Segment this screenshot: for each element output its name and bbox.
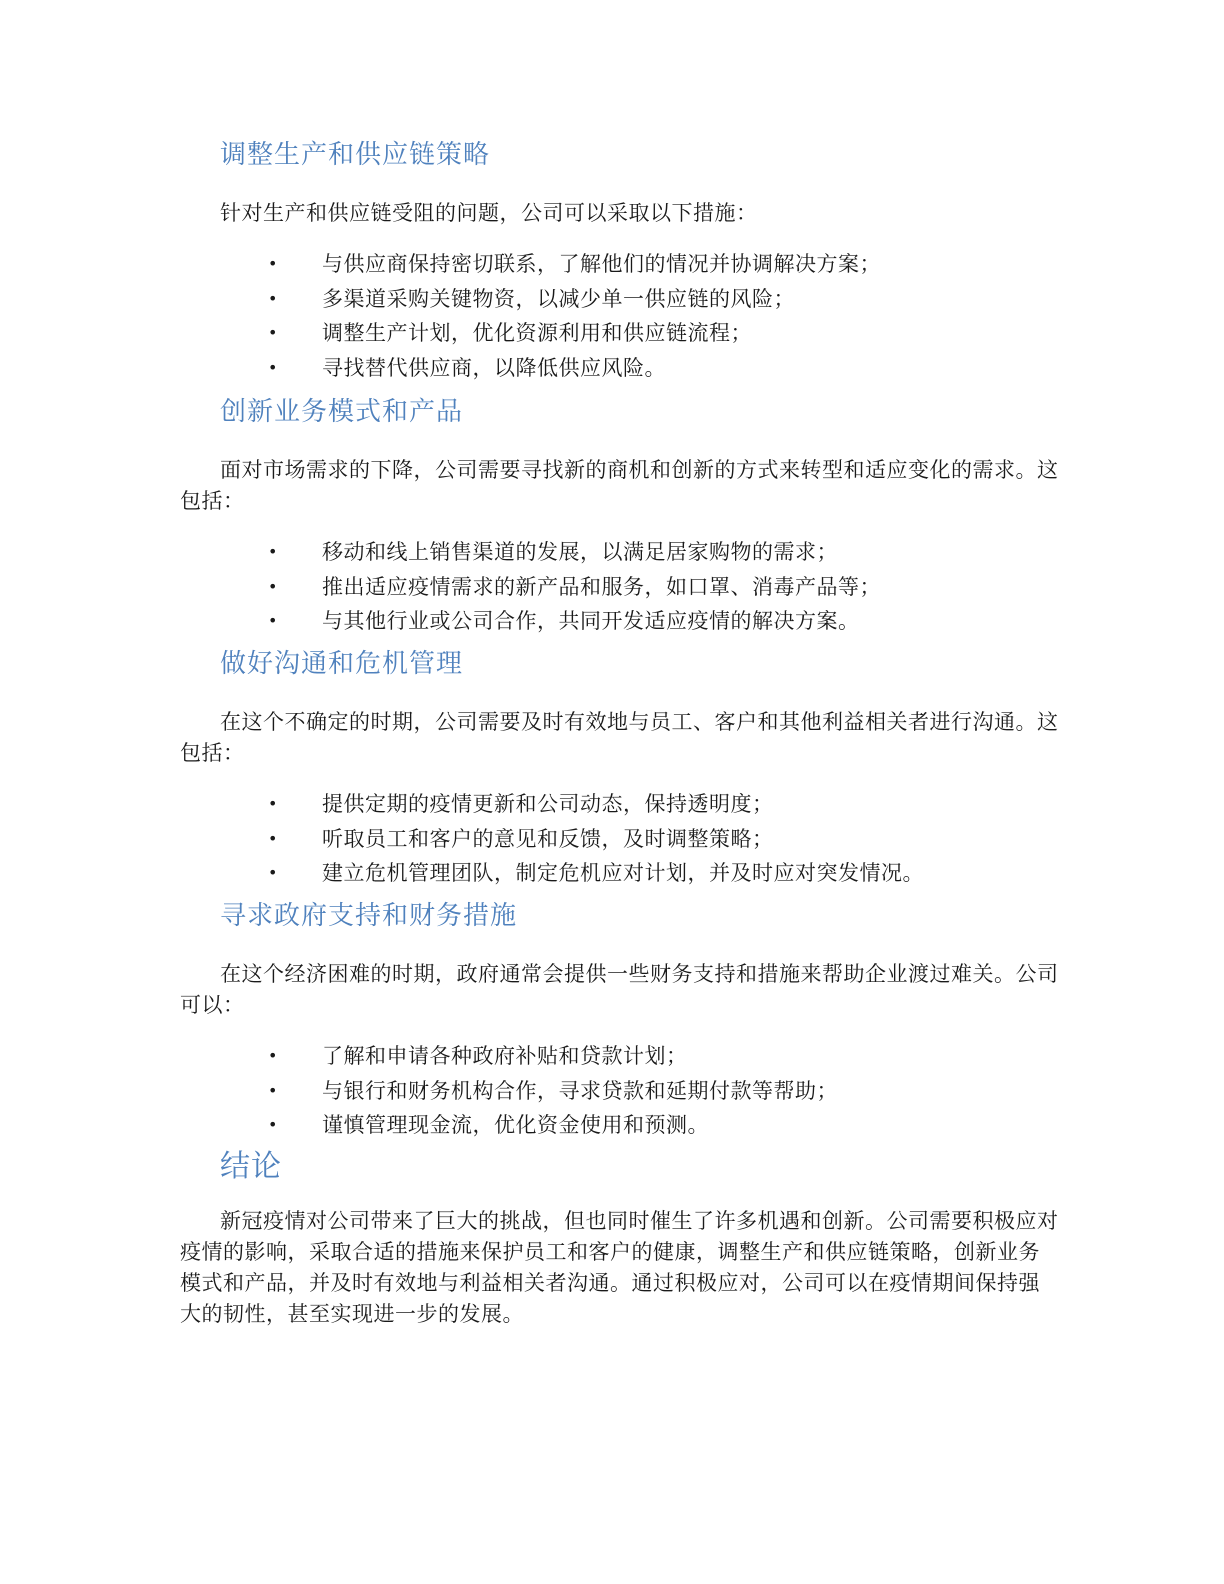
section-heading: 结论	[220, 1149, 282, 1184]
list-item	[180, 1039, 1060, 1074]
section-heading: 寻求政府支持和财务措施	[220, 901, 518, 931]
bullet-list	[180, 247, 1060, 385]
list-item-text: 提供定期的疫情更新和公司动态，保持透明度；	[322, 792, 774, 816]
list-item-text: 调整生产计划，优化资源利用和供应链流程；	[322, 321, 752, 345]
list-item	[180, 282, 1060, 317]
section-intro: 在这个经济困难的时期，政府通常会提供一些财务支持和措施来帮助企业渡过难关。公司可以：	[180, 962, 1059, 1017]
bullet-icon: •	[268, 323, 278, 342]
section-communication-crisis	[180, 647, 1060, 891]
section-intro: 针对生产和供应链受阻的问题，公司可以采取以下措施：	[220, 201, 758, 225]
section-intro: 在这个不确定的时期，公司需要及时有效地与员工、客户和其他利益相关者进行沟通。这包括：	[180, 710, 1059, 765]
bullet-icon: •	[268, 357, 278, 377]
list-item-text: 推出适应疫情需求的新产品和服务，如口罩、消毒产品等；	[322, 574, 881, 599]
section-production-supply-chain	[180, 138, 1060, 385]
list-item-text: 移动和线上销售渠道的发展，以满足居家购物的需求；	[322, 540, 838, 564]
bullet-icon: •	[268, 254, 278, 273]
list-item-text: 多渠道采购关键物资，以减少单一供应链的风险；	[322, 286, 795, 311]
bullet-icon: •	[268, 1046, 278, 1065]
bullet-list	[180, 1039, 1060, 1143]
list-item	[180, 822, 1060, 857]
list-item	[180, 535, 1060, 570]
bullet-icon: •	[268, 288, 278, 308]
list-item-text: 了解和申请各种政府补贴和贷款计划；	[322, 1044, 688, 1068]
section-heading: 创新业务模式和产品	[220, 397, 464, 427]
bullet-icon: •	[268, 611, 278, 630]
list-item-text: 谨慎管理现金流，优化资金使用和预测。	[322, 1113, 709, 1137]
list-item	[180, 570, 1060, 605]
section-business-innovation	[180, 395, 1060, 639]
list-item	[180, 1074, 1060, 1109]
list-item-text: 听取员工和客户的意见和反馈，及时调整策略；	[322, 826, 774, 851]
bullet-icon: •	[268, 1115, 278, 1134]
list-item	[180, 1108, 1060, 1143]
section-heading: 做好沟通和危机管理	[220, 649, 464, 679]
list-item-text: 寻找替代供应商，以降低供应风险。	[322, 355, 666, 380]
list-item-text: 建立危机管理团队，制定危机应对计划，并及时应对突发情况。	[322, 861, 924, 885]
bullet-icon: •	[268, 794, 278, 813]
list-item-text: 与银行和财务机构合作，寻求贷款和延期付款等帮助；	[322, 1078, 838, 1103]
list-item	[180, 351, 1060, 386]
list-item-text: 与其他行业或公司合作，共同开发适应疫情的解决方案。	[322, 609, 860, 633]
section-intro: 面对市场需求的下降，公司需要寻找新的商机和创新的方式来转型和适应变化的需求。这包括：	[180, 458, 1059, 513]
list-item	[180, 856, 1060, 891]
list-item	[180, 787, 1060, 822]
bullet-list	[180, 535, 1060, 639]
list-item	[180, 316, 1060, 351]
list-item	[180, 604, 1060, 639]
bullet-icon: •	[268, 542, 278, 561]
list-item	[180, 247, 1060, 282]
bullet-icon: •	[268, 1080, 278, 1100]
section-heading: 调整生产和供应链策略	[220, 140, 491, 170]
bullet-icon: •	[268, 828, 278, 848]
bullet-icon: •	[268, 863, 278, 882]
bullet-list	[180, 787, 1060, 891]
bullet-icon: •	[268, 576, 278, 596]
conclusion-paragraph: 新冠疫情对公司带来了巨大的挑战，但也同时催生了许多机遇和创新。公司需要积极应对疫情的影响，采取合适的措施来保护员工和客户的健康，调整生产和供应链策略，创新业务模式和产品，并及时有效地与利益相关者沟通。通过积极应对，公司可以在疫情期间保持强大的韧性，甚至实现进一步的发展。	[180, 1209, 1059, 1326]
section-conclusion	[180, 1150, 1060, 1330]
list-item-text: 与供应商保持密切联系，了解他们的情况并协调解决方案；	[322, 252, 881, 276]
section-government-support	[180, 899, 1060, 1143]
